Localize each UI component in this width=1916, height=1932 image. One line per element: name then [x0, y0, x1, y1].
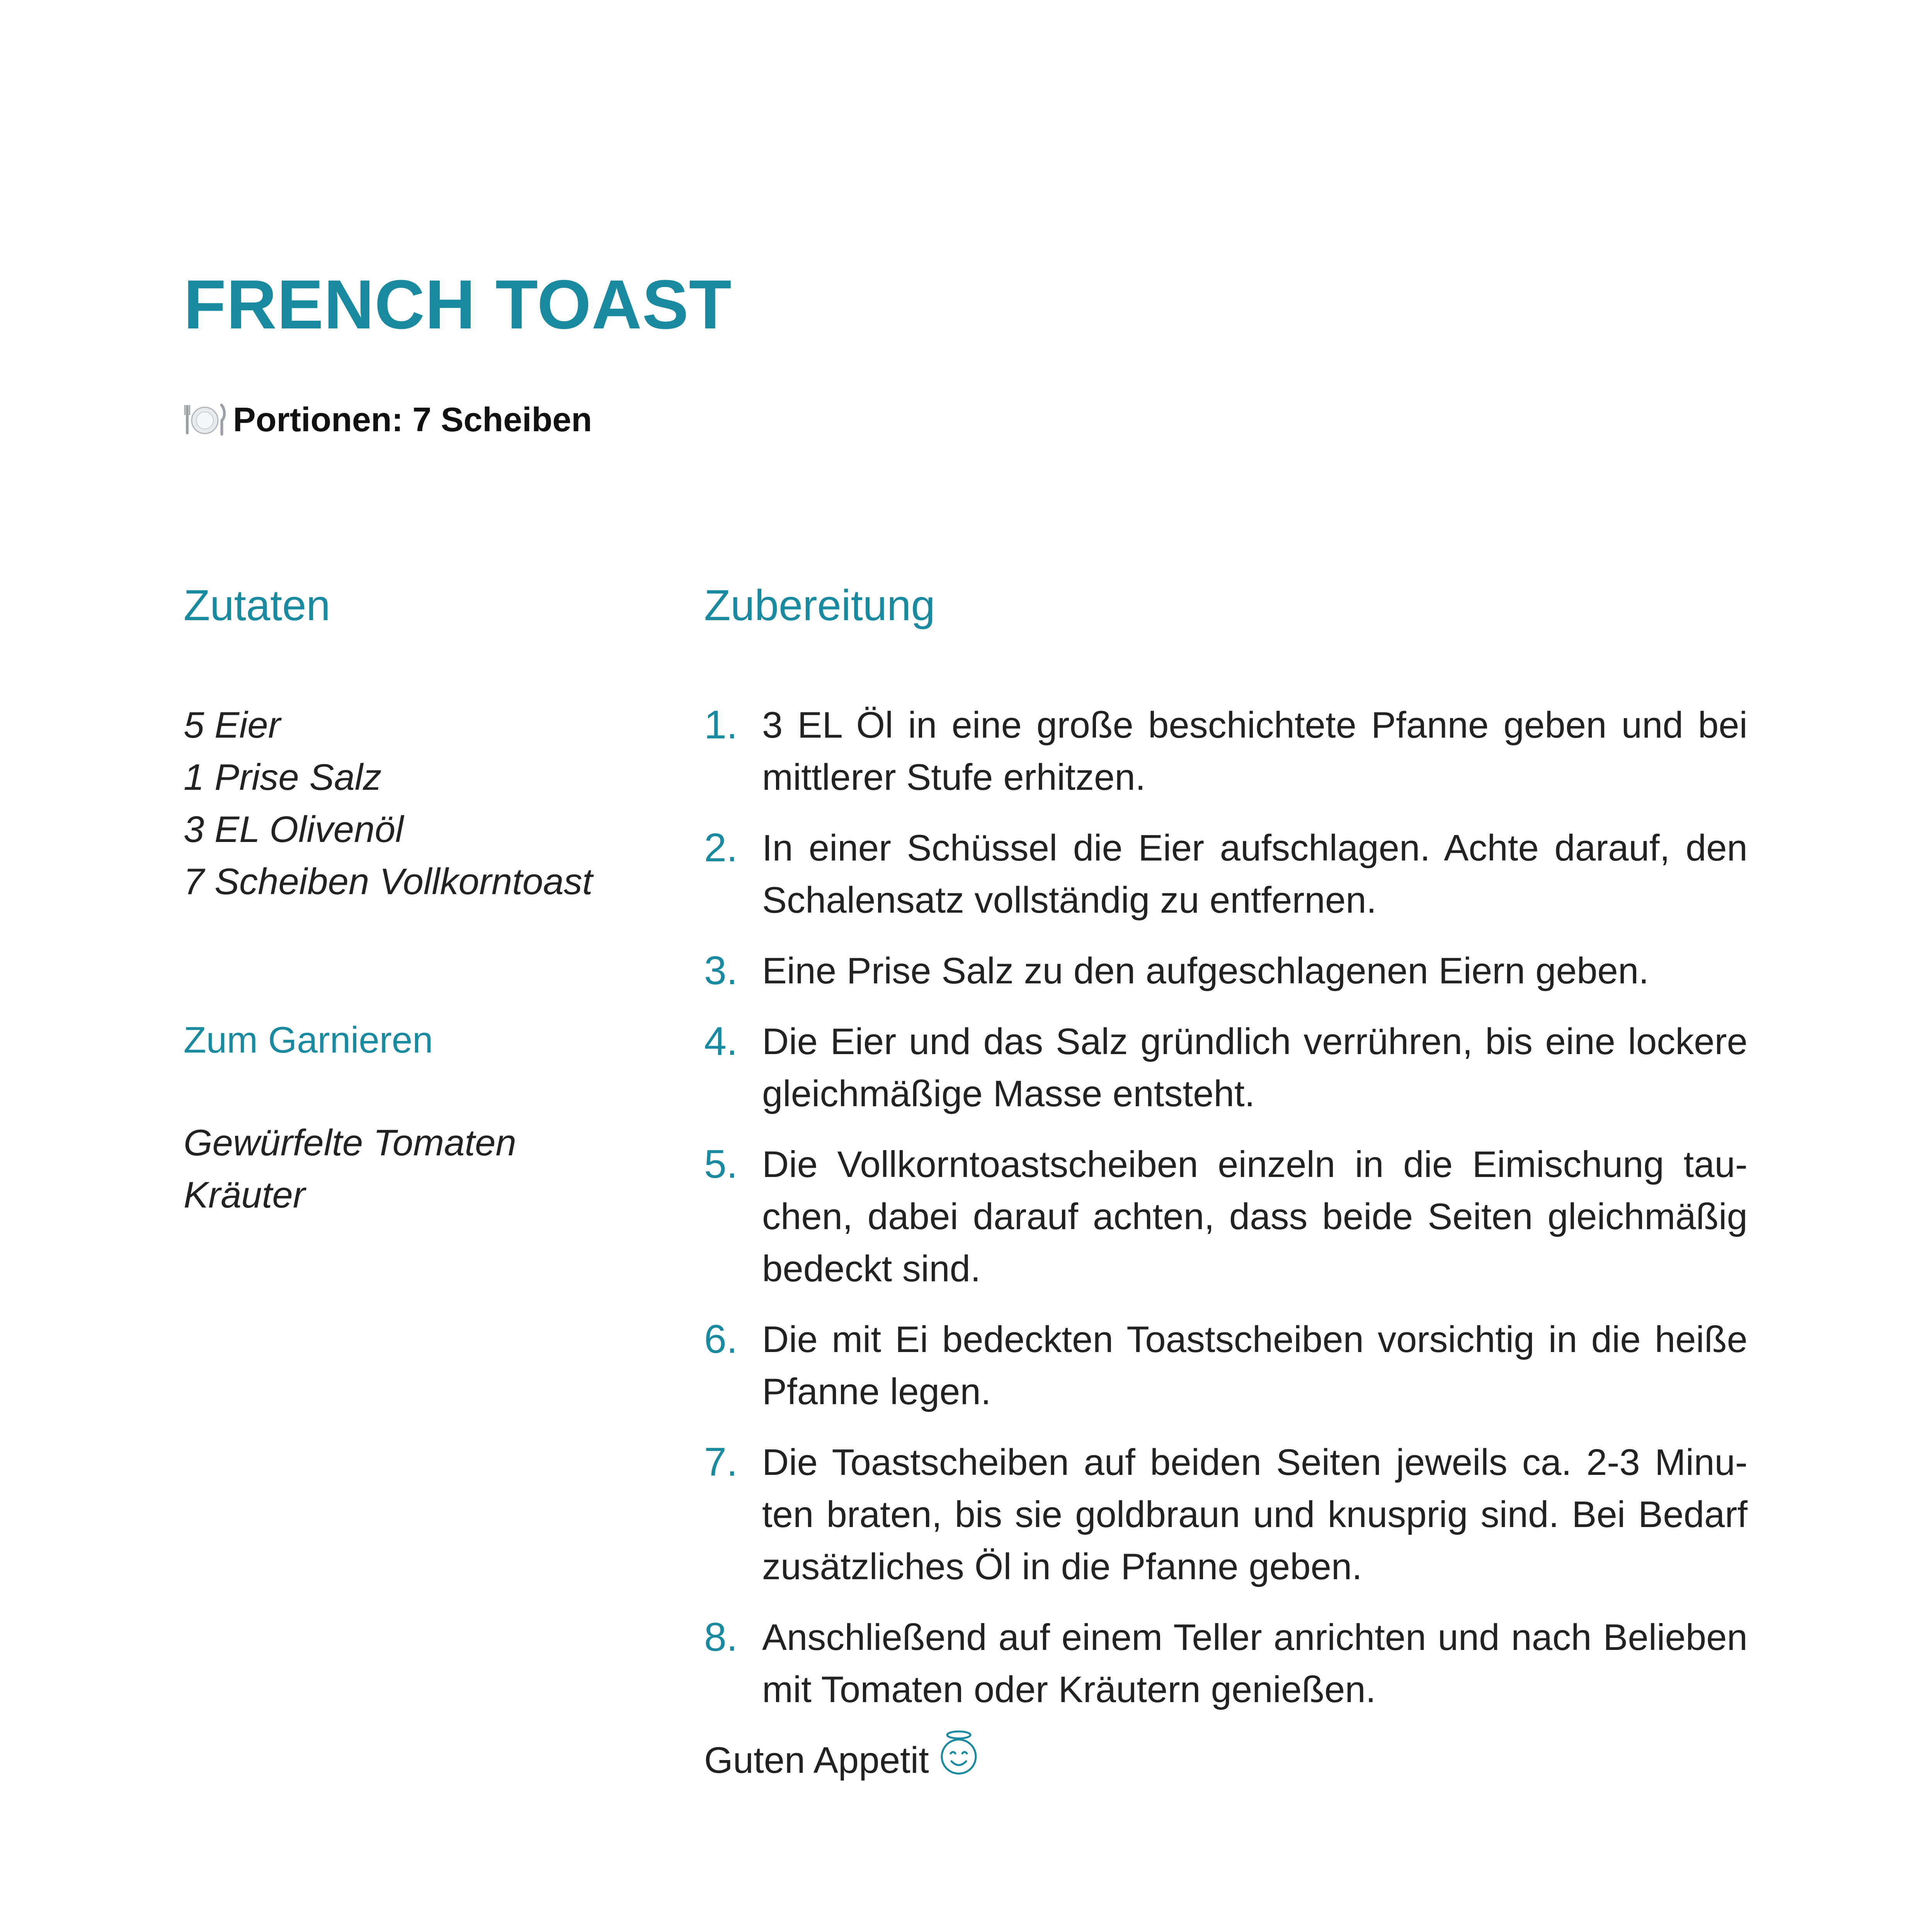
portions-label: Portionen: 7 Scheiben	[233, 400, 592, 439]
list-item: 1 Prise Salz	[184, 757, 382, 798]
page-title: FRENCH TOAST	[184, 266, 732, 344]
list-item: 3 EL Olivenöl	[184, 809, 404, 850]
step-item	[704, 1313, 1748, 1418]
smiling-face-halo-icon	[938, 1730, 980, 1776]
list-item: 7 Scheiben Vollkorntoast	[184, 861, 593, 903]
list-item: Gewürfelte Tomaten	[184, 1122, 516, 1163]
step-item	[704, 822, 1748, 926]
list-item: 5 Eier	[184, 704, 281, 746]
step-number: 2.	[704, 825, 738, 871]
step-text: In einer Schüssel die Eier aufschlagen. Achte darauf, den Schalensatz vollständig zu entfernen.	[762, 827, 1748, 921]
step-item	[704, 1138, 1748, 1295]
step-number: 5.	[704, 1142, 738, 1187]
step-number: 3.	[704, 948, 738, 993]
step-number: 8.	[704, 1615, 738, 1660]
step-item	[704, 1611, 1748, 1716]
step-number: 7.	[704, 1440, 738, 1485]
step-text: Die Eier und das Salz gründlich verrühren, bis eine lockere gleichmäßige Masse entsteht.	[762, 1021, 1748, 1115]
step-text: Die Toastscheiben auf beiden Seiten jeweils ca. 2-3 Minuten braten, bis sie goldbraun und knusprig sind. Bei Bedarf zusätzliches Öl in die Pfanne geben.	[762, 1442, 1748, 1588]
garnish-heading: Zum Garnieren	[184, 1019, 433, 1061]
closing-text: Guten Appetit	[704, 1740, 929, 1781]
ingredients-column	[184, 580, 667, 1221]
ingredients-heading: Zutaten	[184, 581, 330, 629]
garnish-list	[184, 1117, 667, 1221]
step-text: Anschließend auf einem Teller anrichten und nach Belieben mit Tomaten oder Kräutern genießen.	[762, 1617, 1748, 1711]
step-item	[704, 1015, 1748, 1120]
preparation-column	[704, 580, 1748, 1786]
step-item	[704, 1436, 1748, 1593]
list-item: Kräuter	[184, 1174, 305, 1216]
step-text: Die Vollkorntoastscheiben einzeln in die Eimischung tauchen, dabei darauf achten, dass beide Seiten gleichmäßig bedeckt sind.	[762, 1144, 1748, 1290]
step-item	[704, 699, 1748, 803]
step-number: 4.	[704, 1019, 738, 1064]
preparation-heading: Zubereitung	[704, 581, 935, 629]
step-item	[704, 945, 1748, 997]
step-text: Die mit Ei bedeckten Toastscheiben vorsichtig in die heiße Pfanne legen.	[762, 1319, 1748, 1413]
steps-list	[704, 699, 1748, 1716]
ingredients-list	[184, 699, 667, 908]
step-text: Eine Prise Salz zu den aufgeschlagenen Eiern geben.	[762, 950, 1649, 992]
step-number: 1.	[704, 702, 738, 748]
step-number: 6.	[704, 1317, 738, 1362]
plate-cutlery-icon	[184, 402, 226, 437]
portions-info	[184, 400, 592, 439]
closing-line	[704, 1734, 1748, 1786]
step-text: 3 EL Öl in eine große beschichtete Pfanne geben und bei mittlerer Stufe erhitzen.	[762, 704, 1748, 798]
